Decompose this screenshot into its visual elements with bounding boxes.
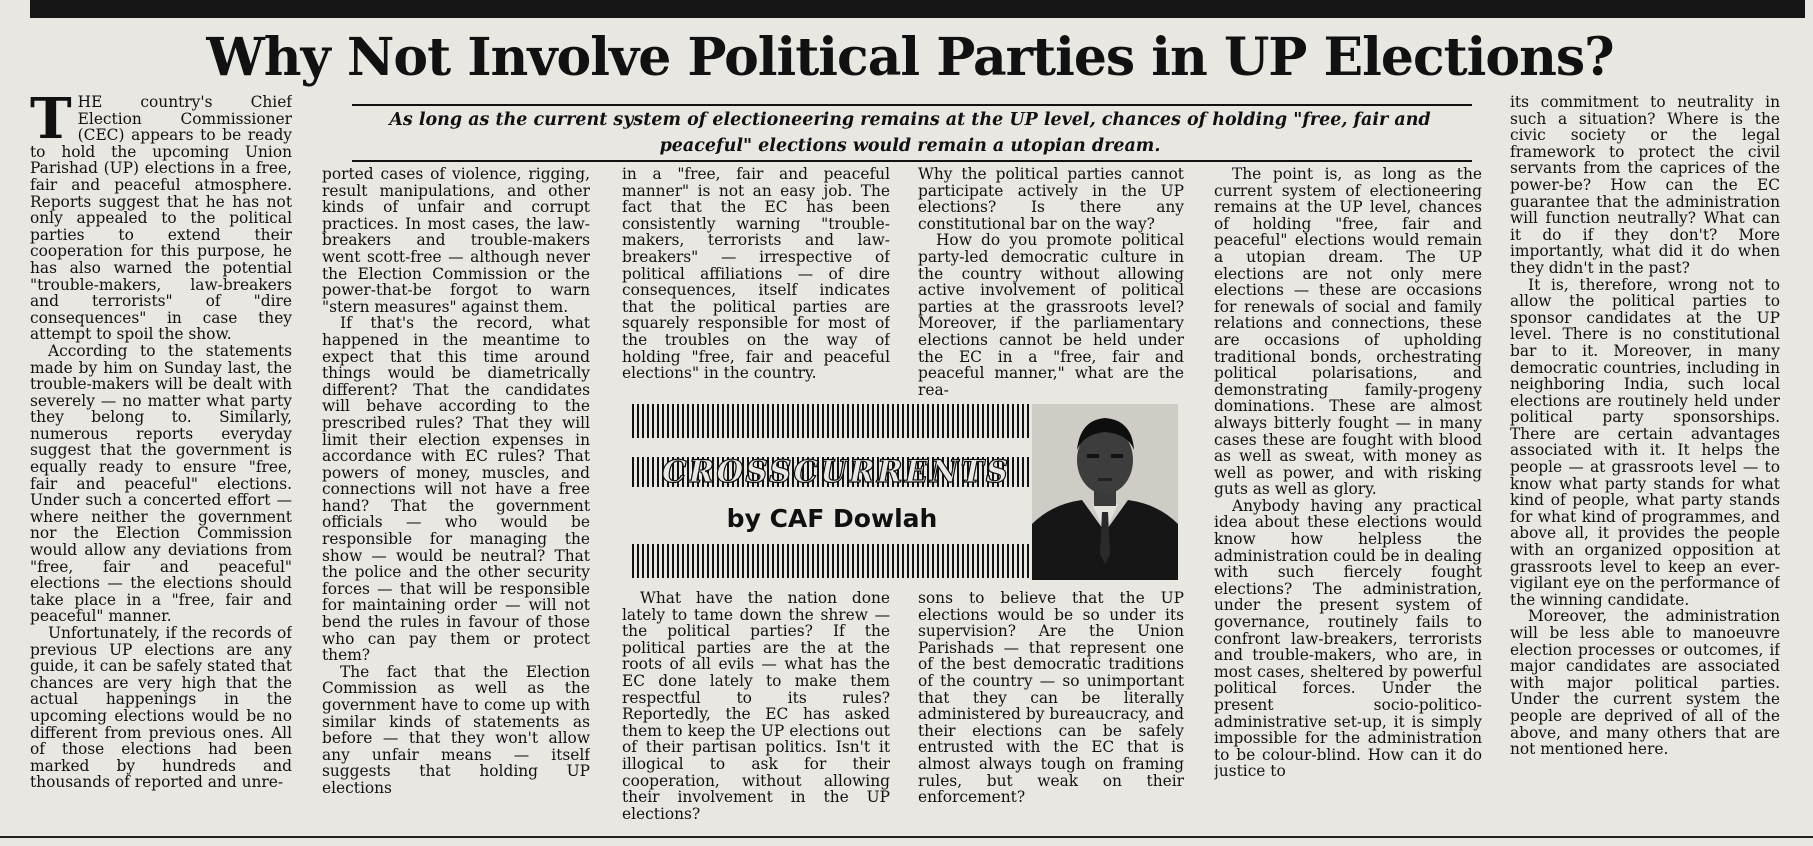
article-column-3-top (622, 166, 890, 398)
paragraph: sons to believe that the UP elections would be so under its supervision? Are the Union Parishads — that represent one of the best democratic traditions of the country — so unimportant that they can be literally administered by bureaucracy, and their elections can be safely entrusted with the EC that is almost always tough on framing rules, but weak on their enforcement? (918, 590, 1184, 807)
article-column-4-top (918, 166, 1184, 398)
stripe-bar-bottom (632, 544, 1032, 578)
top-border-bar (30, 0, 1805, 18)
paragraph: According to the statements made by him on Sunday last, the trouble-makers will be dealt with severely — no matter what party they belong to. Similarly, numerous reports everyday suggest that the government is equally ready to ensure "free, fair and peaceful" elections. Under such a concerted effort — where neither the government nor the Election Commission would allow any deviations from "free, fair and peaceful" elections — the elections should take place in a "free, fair and peaceful" manner. (30, 341, 292, 626)
paragraph (30, 94, 292, 343)
article-column-1 (30, 94, 292, 834)
paragraph: Moreover, the administration will be less able to manoeuvre election processes or outcomes, if major candidates are associated with major political parties. Under the current system the people are deprived of all of the above, and many others that are not mentioned here. (1510, 607, 1780, 759)
paragraph: The point is, as long as the current system of electioneering remains at the UP level, chances of holding "free, fair and peaceful" elections would remain a utopian dream. The UP elections are not only mere elections — these are occasions for renewals of social and family relations and connections, these are occasions of upholding traditional bonds, orchestrating political polarisations, and demonstrating family-progeny dominations. These are almost always bitterly fought — in many cases these are fought with blood as well as sweat, with money as well as power, and with risking guts as well as glory. (1214, 166, 1482, 499)
paragraph-text: HE country's Chief Election Commissioner (CEC) appears to be ready to hold the upcoming Union Parishad (UP) elections in a free, fair and peaceful atmosphere. Reports suggest that he has not only appealed to the political parties to extend their cooperation for this purpose, he has also warned the potential "trouble-makers, law-breakers and terrorists" of "dire consequences" in case they attempt to spoil the show. (30, 94, 292, 344)
paragraph: Unfortunately, if the records of previous UP elections are any guide, it can be safely stated that chances are very high that the actual happenings in the upcoming elections would be no different from previous ones. All of those elections had been marked by hundreds and thousands of reported and unre- (30, 624, 292, 792)
article-column-4-bottom (918, 590, 1184, 836)
drop-cap: T (30, 94, 72, 152)
article-column-6 (1510, 94, 1780, 834)
paragraph: Anybody having any practical idea about these elections would know how helpless the administration could be in dealing with such fiercely fought elections? The administration, under the present system of governance, routinely fails to confront law-breakers, terrorists and trouble-makers, who are, in most cases, sheltered by powerful political forces. Under the present socio-politico-administrative set-up, it is simply impossible for the administration to be colour-blind. How can it do justice to (1214, 496, 1482, 781)
headline: Why Not Involve Political Parties in UP Elections? (206, 27, 1614, 88)
author-photo (1032, 404, 1178, 580)
article-column-5 (1214, 166, 1482, 836)
deck-top-rule (352, 104, 1472, 106)
columnist-box (632, 404, 1178, 582)
author-portrait-image (1032, 404, 1178, 580)
article-column-2 (322, 166, 590, 836)
paragraph: The fact that the Election Commission as well as the government have to come up with similar kinds of statements as before — that they won't allow any unfair means — itself suggests that holding UP elections (322, 662, 590, 797)
paragraph: What have the nation done lately to tame down the shrew — the political parties? If the political parties are the at the roots of all evils — what has the EC done lately to make them respectful to its rules? Reportedly, the EC has asked them to keep the UP elections out of their partisan politics. Isn't it illogical to ask for their cooperation, without allowing their involvement in the UP elections? (622, 590, 890, 823)
paragraph: ported cases of violence, rigging, result manipulations, and other kinds of unfair and corrupt practices. In most cases, the law-breakers and trouble-makers went scott-free — although never the Election Commission or the power-that-be forgot to warn "stern measures" against them. (322, 166, 590, 316)
paragraph: How do you promote political party-led democratic culture in the country without allowing active involvement of political parties at the grassroots level? Moreover, if the parliamentary elections cannot be held under the EC in a "free, fair and peaceful manner," what are the rea- (918, 231, 1184, 398)
stripe-bar-top (632, 404, 1032, 438)
paragraph: in a "free, fair and peaceful manner" is not an easy job. The fact that the EC has been consistently warning "trouble-makers, terrorists and law-breakers" — irrespective of political affiliations — of dire consequences, itself indicates that the political parties are squarely responsible for most of the troubles on the way of holding "free, fair and peaceful elections" in the country. (622, 166, 890, 383)
article-column-3-bottom (622, 590, 890, 836)
paragraph: Why the political parties cannot participate actively in the UP elections? Is there any constitutional bar on the way? (918, 166, 1184, 233)
deck-bottom-rule (352, 160, 1472, 162)
paragraph: its commitment to neutrality in such a situation? Where is the civic society or the legal framework to protect the civil servants from the caprices of the power-be? How can the EC guarantee that the administration will function neutrally? What can it do if they don't? More importantly, what did it do when they didn't in the past? (1510, 94, 1780, 277)
bottom-rule (0, 836, 1813, 838)
paragraph: It is, therefore, wrong not to allow the political parties to sponsor candidates at the UP level. There is no constitutional bar to it. Moreover, in many democratic countries, including in neighboring India, such local elections are routinely held under political party sponsorships. There are certain advantages associated with it. It helps the people — at grassroots level — to know what party stands for what kind of people, what party stands for what kind of programmes, and above all, it provides the people with an organized opposition at grassroots level to keep an ever-vigilant eye on the performance of the winning candidate. (1510, 275, 1780, 609)
paragraph: If that's the record, what happened in the meantime to expect that this time around things would be diametrically different? That the candidates will behave according to the prescribed rules? That they will limit their election expenses in accordance with EC rules? That powers of money, muscles, and connections will not have a free hand? That the government officials — who would be responsible for managing the show — would be neutral? That the police and the other security forces — that will be responsible for maintaining order — will not bend the rules in favour of those who can pay them or protect them? (322, 314, 590, 665)
column-brand: CROSSCURRENTS (661, 454, 1011, 490)
byline: by CAF Dowlah (726, 504, 938, 533)
deck: As long as the current system of electioneering remains at the UP level, chances of holding "free, fair and peaceful" elections would remain a utopian dream. (389, 110, 1431, 156)
